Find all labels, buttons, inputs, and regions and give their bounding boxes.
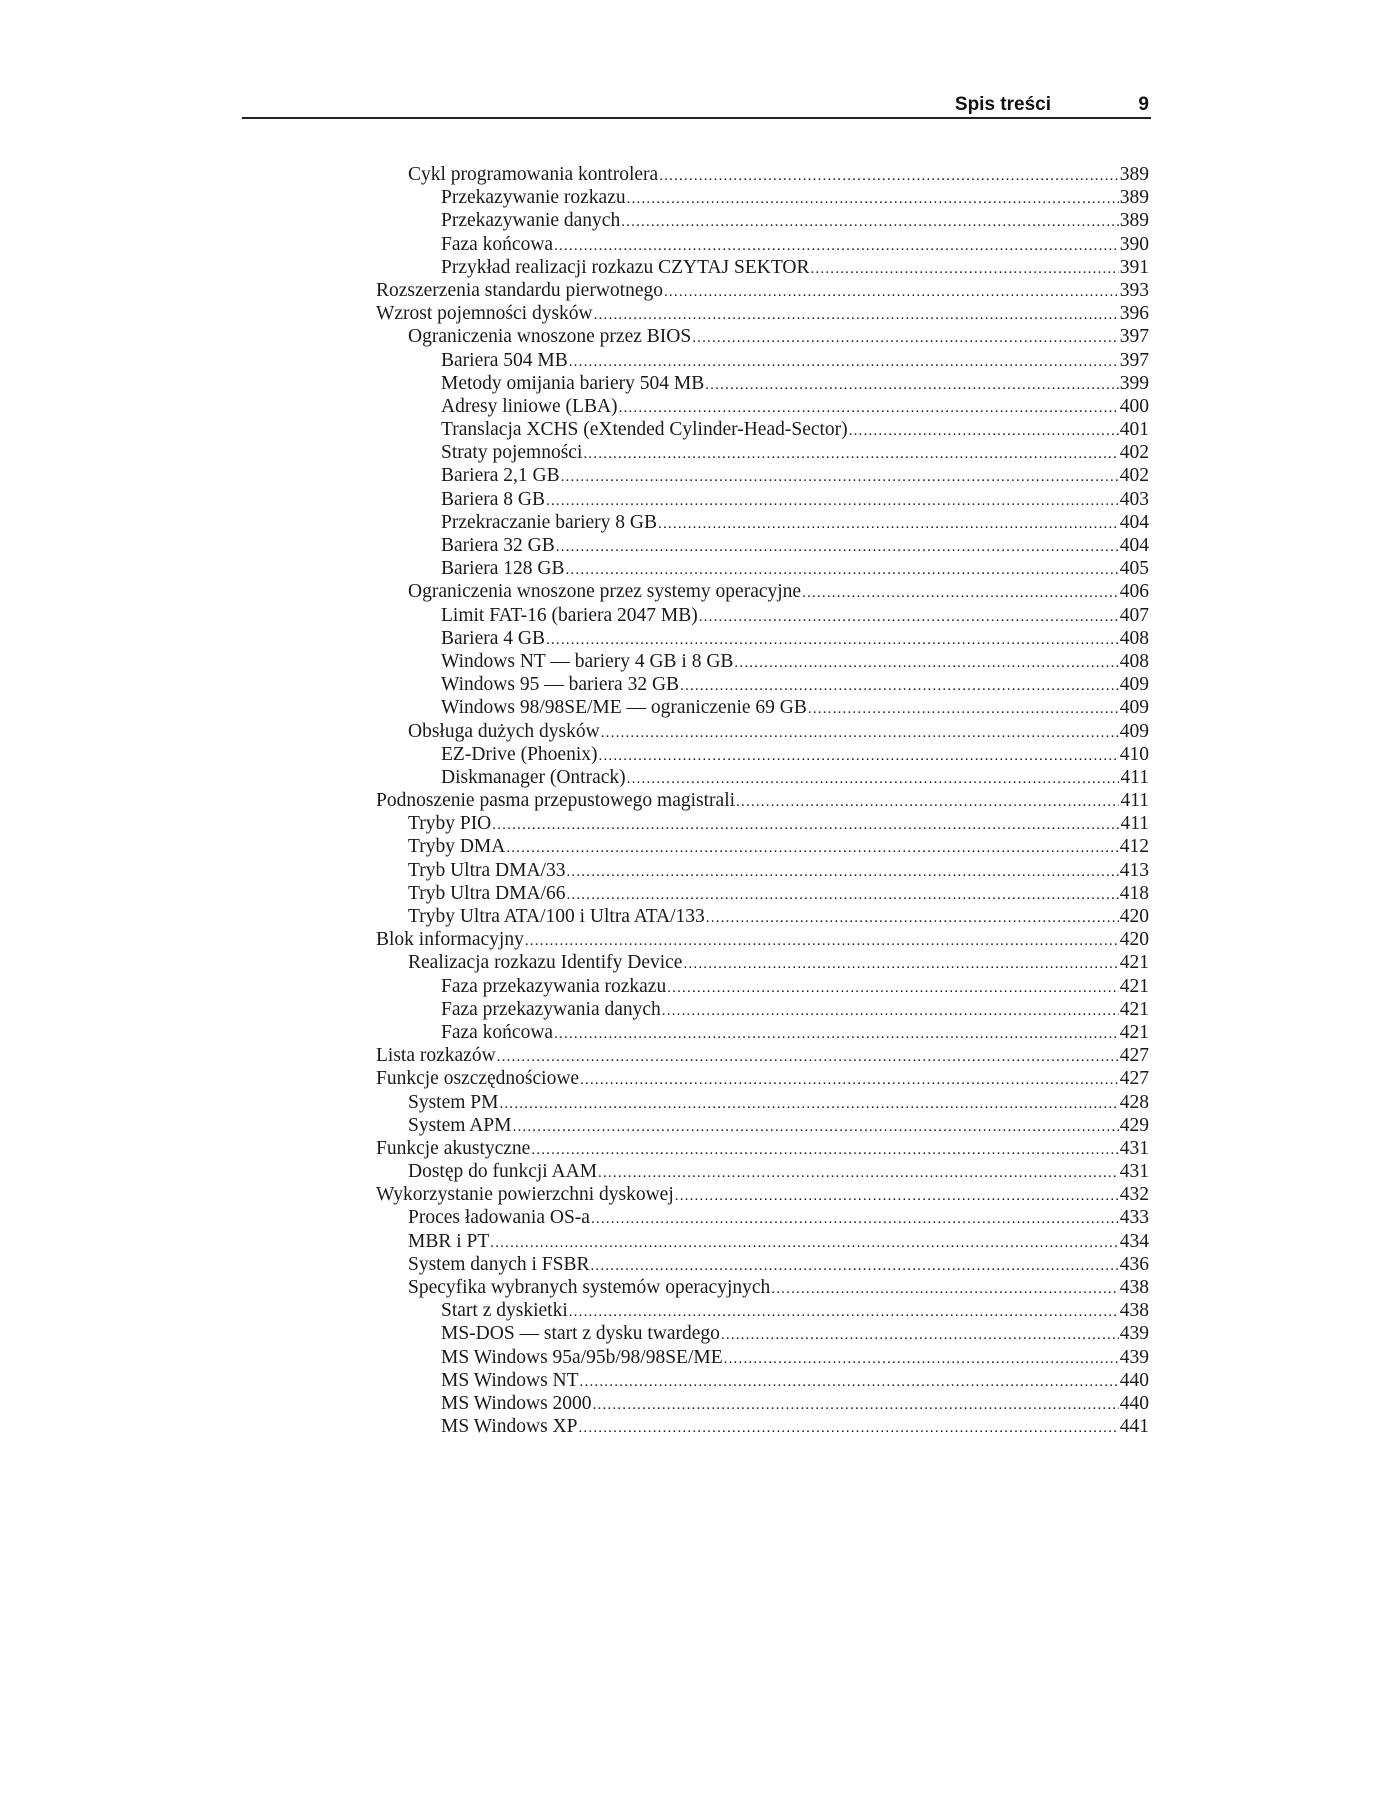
- toc-entry-title: Specyfika wybranych systemów operacyjnych: [408, 1277, 771, 1298]
- toc-entry-title: Wykorzystanie powierzchni dyskowej: [376, 1184, 674, 1206]
- toc-entry-title: Straty pojemności: [441, 442, 583, 464]
- dot-leader: [513, 1116, 1119, 1139]
- toc-entry: [376, 789, 1149, 812]
- dot-leader: [659, 165, 1119, 188]
- toc-entry-page: 439: [1119, 1346, 1149, 1368]
- toc-entry: [376, 372, 1149, 395]
- toc-entry-page: 432: [1119, 1184, 1149, 1206]
- dot-leader: [556, 536, 1119, 559]
- dot-leader: [565, 559, 1118, 582]
- toc-entry: [376, 256, 1149, 279]
- toc-entry: [376, 1160, 1149, 1183]
- toc-entry: [376, 604, 1149, 627]
- toc-entry-title: MS-DOS — start z dysku twardego: [441, 1323, 720, 1345]
- toc-entry: [376, 743, 1149, 766]
- dot-leader: [664, 281, 1119, 304]
- toc-entry-page: 402: [1119, 465, 1149, 487]
- toc-entry-title: Faza przekazywania danych: [441, 998, 661, 1020]
- toc-entry-title: Tryby Ultra ATA/100 i Ultra ATA/133: [408, 906, 705, 927]
- toc-entry-page: 418: [1119, 882, 1149, 904]
- toc-entry-page: 407: [1119, 604, 1149, 626]
- page-number: 9: [1138, 94, 1149, 115]
- toc-entry-title: Obsługa dużych dysków: [408, 720, 600, 742]
- toc-entry: [376, 1369, 1149, 1392]
- dot-leader: [771, 1278, 1118, 1301]
- toc-entry-page: 421: [1119, 1021, 1149, 1043]
- toc-entry-title: Tryby PIO: [408, 813, 492, 835]
- toc-entry: [376, 1114, 1149, 1137]
- toc-entry-page: 421: [1119, 975, 1149, 997]
- toc-entry-title: Windows NT — bariery 4 GB i 8 GB: [441, 650, 734, 672]
- toc-entry-title: Tryb Ultra DMA/66: [408, 882, 566, 904]
- toc-entry-page: 440: [1119, 1392, 1149, 1414]
- dot-leader: [578, 1417, 1118, 1440]
- table-of-contents: [376, 163, 1149, 1438]
- dot-leader: [680, 675, 1119, 698]
- dot-leader: [593, 1394, 1119, 1417]
- toc-entry-page: 404: [1119, 535, 1149, 556]
- dot-leader: [692, 327, 1119, 350]
- toc-entry-title: Ograniczenia wnoszone przez systemy operacyjne: [408, 581, 802, 603]
- dot-leader: [566, 861, 1118, 884]
- running-head-title: Spis treści: [954, 94, 1051, 115]
- toc-entry-page: 411: [1120, 766, 1149, 788]
- toc-entry-page: 427: [1119, 1068, 1149, 1090]
- toc-entry-title: Diskmanager (Ontrack): [441, 766, 626, 788]
- toc-entry-page: 431: [1119, 1137, 1149, 1159]
- toc-entry: [376, 1346, 1149, 1369]
- toc-entry: [376, 1091, 1149, 1114]
- toc-entry-page: 413: [1119, 859, 1149, 881]
- toc-entry: [376, 650, 1149, 673]
- toc-entry-page: 421: [1119, 952, 1149, 974]
- toc-entry-title: System PM: [408, 1091, 499, 1113]
- toc-entry-title: Start z dyskietki: [441, 1300, 568, 1322]
- toc-entry: [376, 302, 1149, 325]
- dot-leader: [546, 490, 1119, 513]
- dot-leader: [736, 791, 1119, 814]
- dot-leader: [599, 745, 1119, 768]
- toc-entry-title: Przekraczanie bariery 8 GB: [441, 511, 658, 533]
- toc-entry-title: Adresy liniowe (LBA): [441, 395, 618, 417]
- toc-entry: [376, 859, 1149, 882]
- dot-leader: [721, 1324, 1119, 1347]
- dot-leader: [808, 698, 1119, 721]
- dot-leader: [590, 1255, 1118, 1278]
- dot-leader: [554, 1023, 1119, 1046]
- toc-entry-title: Wzrost pojemności dysków: [376, 303, 593, 325]
- toc-entry-page: 396: [1119, 303, 1149, 325]
- toc-entry-title: Podnoszenie pasma przepustowego magistrali: [376, 790, 736, 812]
- dot-leader: [675, 1185, 1119, 1208]
- toc-entry-title: Funkcje akustyczne: [376, 1137, 531, 1159]
- toc-entry: [376, 488, 1149, 511]
- toc-entry-page: 408: [1119, 627, 1149, 649]
- toc-entry-page: 400: [1119, 395, 1149, 417]
- toc-entry-page: 411: [1120, 790, 1149, 812]
- toc-entry-page: 438: [1119, 1277, 1149, 1298]
- dot-leader: [734, 652, 1118, 675]
- toc-entry: [376, 1299, 1149, 1322]
- toc-entry-page: 440: [1119, 1369, 1149, 1391]
- dot-leader: [492, 814, 1119, 837]
- toc-entry: [376, 720, 1149, 743]
- dot-leader: [566, 884, 1118, 907]
- dot-leader: [683, 953, 1118, 976]
- dot-leader: [705, 374, 1119, 397]
- toc-entry: [376, 349, 1149, 372]
- toc-entry: [376, 1322, 1149, 1345]
- toc-entry: [376, 209, 1149, 232]
- toc-entry-title: Translacja XCHS (eXtended Cylinder-Head-Sector): [441, 419, 848, 441]
- toc-entry: [376, 882, 1149, 905]
- dot-leader: [591, 1208, 1119, 1231]
- toc-entry-page: 397: [1119, 349, 1149, 371]
- toc-entry-page: 409: [1119, 697, 1149, 719]
- toc-entry-page: 389: [1119, 164, 1149, 185]
- toc-entry: [376, 627, 1149, 650]
- toc-entry-title: Faza końcowa: [441, 1021, 554, 1043]
- dot-leader: [802, 582, 1119, 605]
- toc-entry-title: Funkcje oszczędnościowe: [376, 1068, 580, 1090]
- toc-entry: [376, 1253, 1149, 1276]
- toc-entry: [376, 975, 1149, 998]
- dot-leader: [849, 420, 1119, 443]
- toc-entry: [376, 1206, 1149, 1229]
- toc-entry-title: Blok informacyjny: [376, 929, 524, 951]
- toc-entry-title: MS Windows NT: [441, 1369, 579, 1391]
- toc-entry-title: Bariera 4 GB: [441, 627, 545, 649]
- page-header: [242, 92, 1151, 118]
- toc-entry-title: Metody omijania bariery 504 MB: [441, 372, 705, 394]
- toc-entry-title: Przykład realizacji rozkazu CZYTAJ SEKTOR: [441, 256, 810, 278]
- toc-entry-title: Dostęp do funkcji AAM: [408, 1161, 598, 1183]
- toc-entry-title: Realizacja rozkazu Identify Device: [408, 952, 683, 974]
- toc-entry-title: MS Windows 2000: [441, 1392, 592, 1414]
- header-rule: [242, 117, 1151, 119]
- toc-entry-page: 409: [1119, 720, 1149, 742]
- toc-entry-page: 441: [1119, 1416, 1149, 1438]
- toc-entry-page: 429: [1119, 1114, 1149, 1136]
- toc-entry-page: 434: [1119, 1230, 1149, 1252]
- toc-entry-title: Przekazywanie danych: [441, 210, 621, 232]
- toc-entry: [376, 1415, 1149, 1438]
- toc-entry-page: 420: [1119, 929, 1149, 951]
- toc-entry: [376, 557, 1149, 580]
- dot-leader: [499, 1093, 1118, 1116]
- toc-entry: [376, 696, 1149, 719]
- dot-leader: [561, 466, 1119, 489]
- toc-entry-page: 428: [1119, 1091, 1149, 1113]
- toc-entry: [376, 1044, 1149, 1067]
- toc-entry: [376, 951, 1149, 974]
- toc-entry: [376, 580, 1149, 603]
- toc-entry-title: System danych i FSBR: [408, 1253, 590, 1275]
- toc-entry: [376, 511, 1149, 534]
- toc-entry: [376, 673, 1149, 696]
- toc-entry-title: Tryb Ultra DMA/33: [408, 859, 566, 881]
- toc-entry-title: Faza przekazywania rozkazu: [441, 975, 667, 997]
- dot-leader: [506, 837, 1118, 860]
- toc-entry: [376, 1183, 1149, 1206]
- toc-entry-page: 406: [1119, 581, 1149, 603]
- toc-entry-title: System APM: [408, 1114, 512, 1136]
- toc-entry-page: 433: [1119, 1207, 1149, 1229]
- toc-entry-title: Bariera 8 GB: [441, 488, 545, 510]
- toc-entry-page: 389: [1119, 210, 1149, 232]
- toc-entry: [376, 464, 1149, 487]
- toc-entry-page: 409: [1119, 674, 1149, 696]
- toc-entry-page: 421: [1119, 998, 1149, 1020]
- toc-entry-title: EZ-Drive (Phoenix): [441, 743, 598, 765]
- toc-entry-page: 405: [1119, 558, 1149, 580]
- dot-leader: [580, 1371, 1119, 1394]
- toc-entry-page: 397: [1119, 326, 1149, 348]
- toc-entry: [376, 325, 1149, 348]
- dot-leader: [706, 907, 1119, 930]
- toc-entry-page: 390: [1119, 233, 1149, 255]
- toc-entry-page: 404: [1119, 511, 1149, 533]
- dot-leader: [569, 1301, 1119, 1324]
- toc-entry: [376, 905, 1149, 928]
- toc-entry-title: Faza końcowa: [441, 233, 554, 255]
- toc-entry: [376, 1392, 1149, 1415]
- toc-entry: [376, 441, 1149, 464]
- toc-entry-page: 427: [1119, 1045, 1149, 1067]
- toc-entry-page: 412: [1119, 836, 1149, 858]
- toc-entry-title: Windows 98/98SE/ME — ograniczenie 69 GB: [441, 697, 807, 719]
- toc-entry: [376, 418, 1149, 441]
- toc-entry: [376, 395, 1149, 418]
- dot-leader: [627, 188, 1119, 211]
- dot-leader: [724, 1348, 1119, 1371]
- toc-entry: [376, 1276, 1149, 1299]
- dot-leader: [554, 235, 1119, 258]
- dot-leader: [627, 768, 1120, 791]
- dot-leader: [810, 258, 1118, 281]
- toc-entry-page: 439: [1119, 1323, 1149, 1345]
- dot-leader: [583, 443, 1118, 466]
- dot-leader: [546, 629, 1119, 652]
- toc-entry: [376, 812, 1149, 835]
- toc-entry-title: Cykl programowania kontrolera: [408, 164, 659, 185]
- dot-leader: [619, 397, 1119, 420]
- toc-entry-page: 389: [1119, 187, 1149, 209]
- toc-entry-page: 411: [1120, 813, 1149, 835]
- toc-entry: [376, 766, 1149, 789]
- toc-entry: [376, 1137, 1149, 1160]
- toc-entry-title: MS Windows XP: [441, 1416, 578, 1438]
- dot-leader: [594, 304, 1119, 327]
- dot-leader: [667, 977, 1119, 1000]
- toc-entry: [376, 1230, 1149, 1253]
- toc-entry-page: 401: [1119, 419, 1149, 441]
- toc-entry-title: Lista rozkazów: [376, 1045, 496, 1067]
- toc-entry-title: Bariera 128 GB: [441, 558, 565, 580]
- toc-entry-page: 402: [1119, 442, 1149, 464]
- toc-entry-title: MS Windows 95a/95b/98/98SE/ME: [441, 1346, 723, 1368]
- toc-entry-title: Bariera 2,1 GB: [441, 465, 560, 487]
- toc-entry: [376, 928, 1149, 951]
- dot-leader: [580, 1069, 1119, 1092]
- toc-entry-page: 420: [1119, 906, 1149, 927]
- toc-entry-title: Windows 95 — bariera 32 GB: [441, 674, 680, 696]
- toc-entry-title: Przekazywanie rozkazu: [441, 187, 626, 209]
- dot-leader: [569, 351, 1119, 374]
- toc-entry-page: 438: [1119, 1300, 1149, 1322]
- toc-entry-title: Bariera 504 MB: [441, 349, 568, 371]
- toc-entry-page: 391: [1119, 256, 1149, 278]
- toc-entry-page: 408: [1119, 650, 1149, 672]
- dot-leader: [621, 211, 1119, 234]
- dot-leader: [658, 513, 1119, 536]
- toc-entry: [376, 835, 1149, 858]
- dot-leader: [497, 1046, 1119, 1069]
- toc-entry: [376, 233, 1149, 256]
- toc-entry-title: MBR i PT: [408, 1230, 490, 1252]
- toc-entry-page: 436: [1119, 1253, 1149, 1275]
- toc-entry-page: 410: [1119, 743, 1149, 765]
- toc-entry: [376, 1021, 1149, 1044]
- toc-entry: [376, 1067, 1149, 1090]
- toc-entry-page: 403: [1119, 488, 1149, 510]
- toc-entry-page: 431: [1119, 1161, 1149, 1183]
- dot-leader: [598, 1162, 1119, 1185]
- toc-entry: [376, 186, 1149, 209]
- toc-entry: [376, 163, 1149, 186]
- toc-entry-page: 399: [1119, 372, 1149, 394]
- toc-entry-title: Limit FAT-16 (bariera 2047 MB): [441, 604, 698, 626]
- dot-leader: [531, 1139, 1118, 1162]
- dot-leader: [490, 1232, 1118, 1255]
- toc-entry-page: 393: [1119, 279, 1149, 301]
- dot-leader: [601, 722, 1119, 745]
- toc-entry-title: Rozszerzenia standardu pierwotnego: [376, 279, 663, 301]
- dot-leader: [525, 930, 1119, 953]
- dot-leader: [699, 606, 1119, 629]
- toc-entry: [376, 998, 1149, 1021]
- toc-entry-title: Bariera 32 GB: [441, 535, 555, 556]
- toc-entry-title: Proces ładowania OS-a: [408, 1207, 590, 1229]
- toc-entry-title: Ograniczenia wnoszone przez BIOS: [408, 326, 692, 348]
- toc-entry: [376, 534, 1149, 557]
- dot-leader: [662, 1000, 1119, 1023]
- toc-entry: [376, 279, 1149, 302]
- toc-entry-title: Tryby DMA: [408, 836, 506, 858]
